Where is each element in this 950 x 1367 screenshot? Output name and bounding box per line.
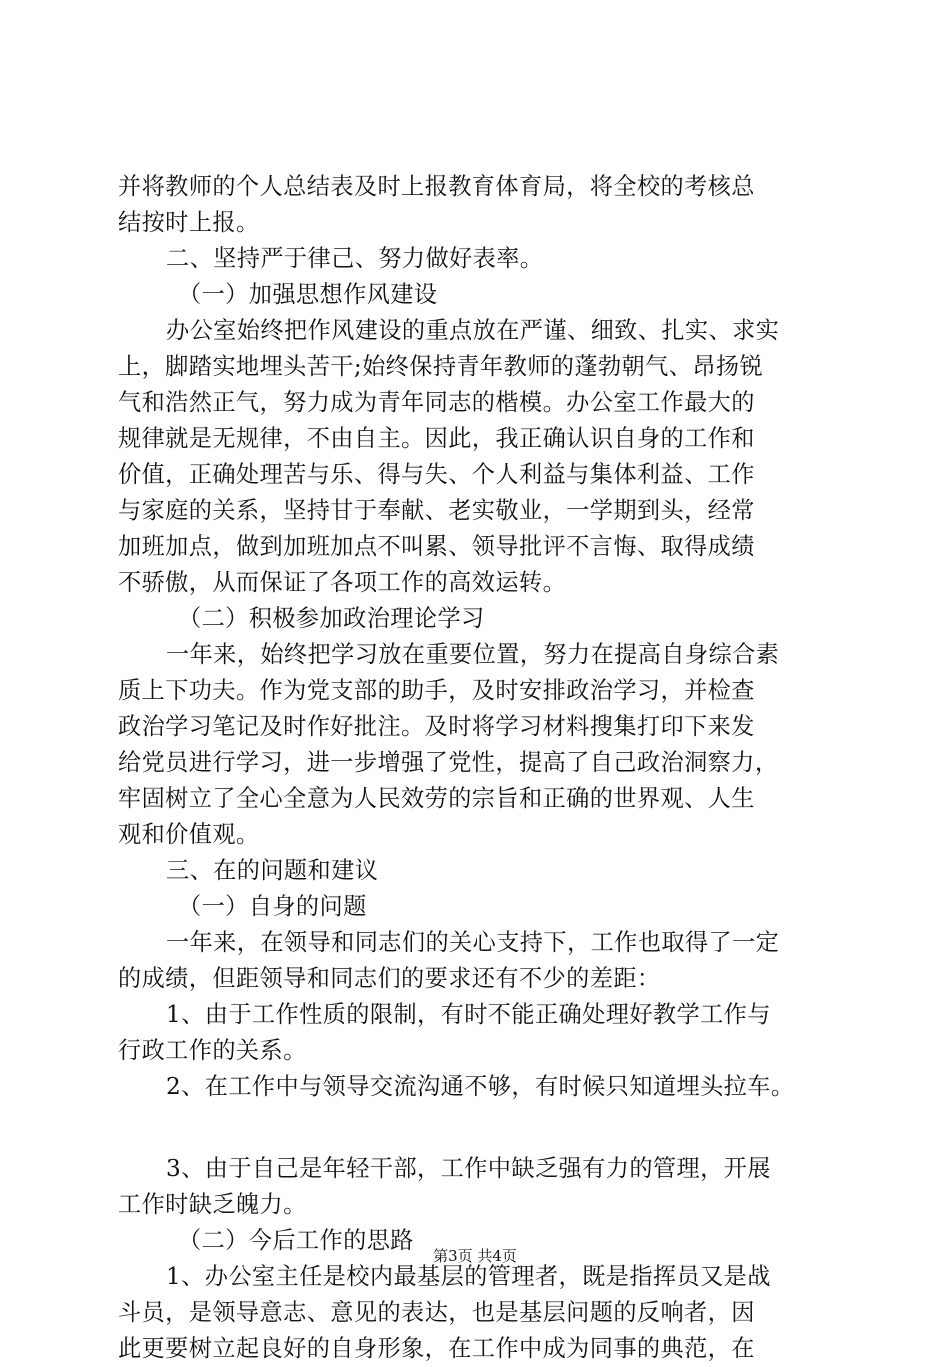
text-line: 观和价值观。 bbox=[118, 821, 260, 848]
text-line: 1、办公室主任是校内最基层的管理者，既是指挥员又是战 bbox=[166, 1263, 771, 1290]
text-line: 此更要树立起良好的自身形象，在工作中成为同事的典范，在 bbox=[118, 1335, 755, 1362]
text-line: 三、在的问题和建议 bbox=[166, 857, 379, 884]
text-line: 二、坚持严于律己、努力做好表率。 bbox=[166, 245, 544, 272]
text-line: 上，脚踏实地埋头苦干;始终保持青年教师的蓬勃朝气、昂扬锐 bbox=[118, 353, 764, 380]
text-line: 加班加点，做到加班加点不叫累、领导批评不言悔、取得成绩 bbox=[118, 533, 755, 560]
text-line: （一）自身的问题 bbox=[178, 893, 367, 920]
text-line: 结按时上报。 bbox=[118, 209, 260, 236]
text-line: 一年来，在领导和同志们的关心支持下，工作也取得了一定 bbox=[166, 929, 780, 956]
text-line: 牢固树立了全心全意为人民效劳的宗旨和正确的世界观、人生 bbox=[118, 785, 755, 812]
text-line: 3、由于自己是年轻干部，工作中缺乏强有力的管理，开展 bbox=[166, 1155, 771, 1182]
text-line: 给党员进行学习，进一步增强了党性，提高了自己政治洞察力， bbox=[118, 749, 779, 776]
text-line: 2、在工作中与领导交流沟通不够，有时候只知道埋头拉车。 bbox=[166, 1073, 795, 1100]
blank-line bbox=[118, 1105, 830, 1151]
text-line: 不骄傲，从而保证了各项工作的高效运转。 bbox=[118, 569, 567, 596]
text-line: 行政工作的关系。 bbox=[118, 1037, 307, 1064]
text-line: 斗员，是领导意志、意见的表达，也是基层问题的反响者，因 bbox=[118, 1299, 755, 1326]
text-line: （二）积极参加政治理论学习 bbox=[178, 605, 485, 632]
text-line: （一）加强思想作风建设 bbox=[178, 281, 438, 308]
text-line: 的成绩，但距领导和同志们的要求还有不少的差距： bbox=[118, 965, 661, 992]
text-line: 价值，正确处理苦与乐、得与失、个人利益与集体利益、工作 bbox=[118, 461, 755, 488]
text-line: 质上下功夫。作为党支部的助手，及时安排政治学习，并检查 bbox=[118, 677, 755, 704]
text-line: 并将教师的个人总结表及时上报教育体育局，将全校的考核总 bbox=[118, 173, 755, 200]
document-body bbox=[118, 169, 830, 1367]
text-line: 工作时缺乏魄力。 bbox=[118, 1191, 307, 1218]
text-line: 规律就是无规律，不由自主。因此，我正确认识自身的工作和 bbox=[118, 425, 755, 452]
text-line: 气和浩然正气，努力成为青年同志的楷模。办公室工作最大的 bbox=[118, 389, 755, 416]
text-line: （二）今后工作的思路 bbox=[178, 1227, 414, 1254]
text-line: 政治学习笔记及时作好批注。及时将学习材料搜集打印下来发 bbox=[118, 713, 755, 740]
text-line: 1、由于工作性质的限制，有时不能正确处理好教学工作与 bbox=[166, 1001, 771, 1028]
text-line: 一年来，始终把学习放在重要位置，努力在提高自身综合素 bbox=[166, 641, 780, 668]
text-line: 与家庭的关系，坚持甘于奉献、老实敬业，一学期到头，经常 bbox=[118, 497, 755, 524]
page-footer: 第3页 共4页 bbox=[433, 1247, 517, 1265]
text-line: 办公室始终把作风建设的重点放在严谨、细致、扎实、求实 bbox=[166, 317, 780, 344]
